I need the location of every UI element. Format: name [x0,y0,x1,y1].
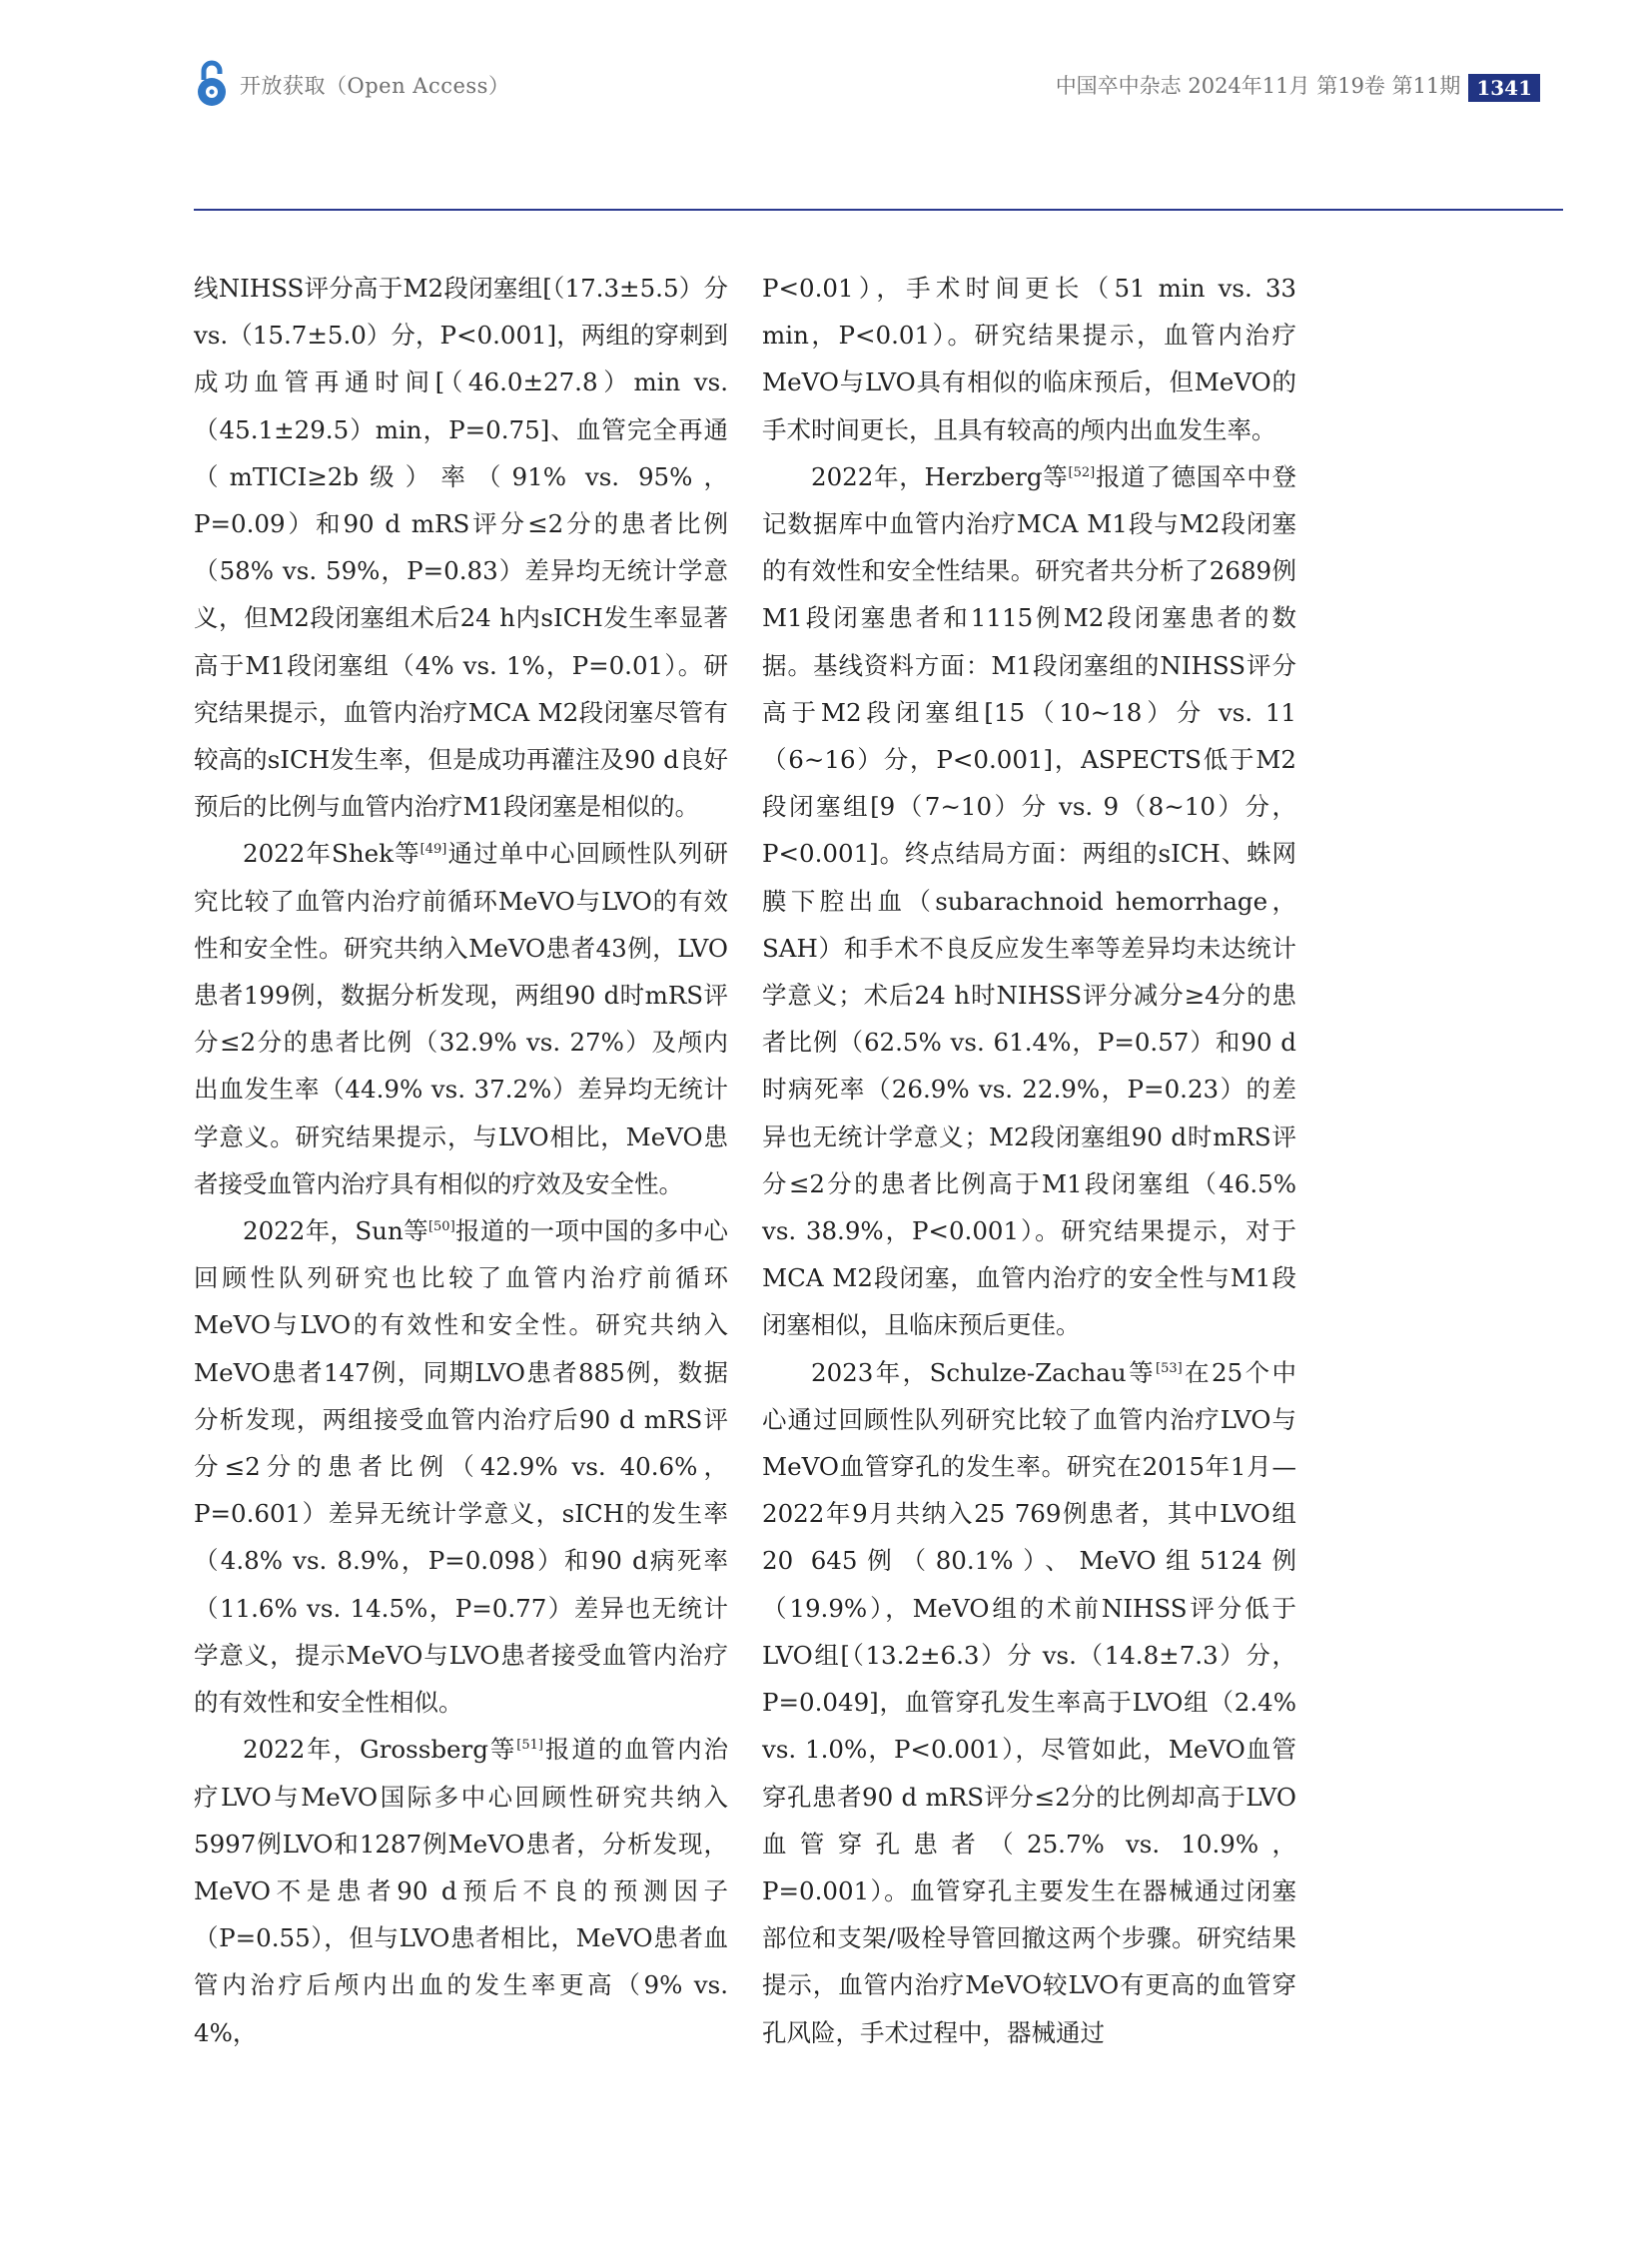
journal-info [1056,70,1540,102]
right-paragraph-2: 2022年，Herzberg等[52]报道了德国卒中登记数据库中血管内治疗MCA M1段与M2段闭塞的有效性和安全性结果。研究者共分析了2689例M1段闭塞患者和1115例M2段闭塞患者的数据。基线资料方面：M1段闭塞组的NIHSS评分高于M2段闭塞组[15（10~18）分 vs. 11（6~16）分，P<0.001]，ASPECTS低于M2段闭塞组[9（7~10）分 vs. 9（8~10）分，P<0.001]。终点结局方面：两组的sICH、蛛网膜下腔出血（subarachnoid hemorrhage，SAH）和手术不良反应发生率等差异均未达统计学意义；术后24 h时NIHSS评分减分≥4分的患者比例（62.5% vs. 61.4%，P=0.57）和90 d时病死率（26.9% vs. 22.9%，P=0.23）的差异也无统计学意义；M2段闭塞组90 d时mRS评分≤2分的患者比例高于M1段闭塞组（46.5% vs. 38.9%，P<0.001）。研究结果提示，对于MCA M2段闭塞，血管内治疗的安全性与M1段闭塞相似，且临床预后更佳。 [762,461,1296,1340]
page-number: 1341 [1468,74,1540,102]
left-paragraph-3: 2022年，Sun等[50]报道的一项中国的多中心回顾性队列研究也比较了血管内治疗前循环MeVO与LVO的有效性和安全性。研究共纳入MeVO患者147例，同期LVO患者885例，数据分析发现，两组接受血管内治疗后90 d mRS评分≤2分的患者比例（42.9% vs. 40.6%，P=0.601）差异无统计学意义，sICH的发生率（4.8% vs. 8.9%，P=0.098）和90 d病死率（11.6% vs. 14.5%，P=0.77）差异也无统计学意义，提示MeVO与LVO患者接受血管内治疗的有效性和安全性相似。 [194,1216,728,1718]
journal-citation: 中国卒中杂志 2024年11月 第19卷 第11期 [1055,74,1461,98]
right-column [762,265,1296,2056]
header-divider [194,209,1563,211]
left-column [194,265,728,2056]
page-header [0,0,1652,215]
left-paragraph-4: 2022年，Grossberg等[51]报道的血管内治疗LVO与MeVO国际多中心回顾性研究共纳入5997例LVO和1287例MeVO患者，分析发现，MeVO不是患者90 d预后不良的预测因子（P=0.55），但与LVO患者相比，MeVO患者血管内治疗后颅内出血的发生率更高（9% vs. 4%， [194,1735,729,2047]
right-paragraph-3: 2023年，Schulze-Zachau等[53]在25个中心通过回顾性队列研究比较了血管内治疗LVO与MeVO血管穿孔的发生率。研究在2015年1月—2022年9月共纳入25 769例患者，其中LVO组20 645例（80.1%）、MeVO组5124例（19.9%），MeVO组的术前NIHSS评分低于LVO组[（13.2±6.3）分 vs.（14.8±7.3）分，P=0.049]，血管穿孔发生率高于LVO组（2.4% vs. 1.0%，P<0.001），尽管如此，MeVO血管穿孔患者90 d mRS评分≤2分的比例却高于LVO血管穿孔患者（25.7% vs. 10.9%，P=0.001）。血管穿孔主要发生在器械通过闭塞部位和支架/吸栓导管回撤这两个步骤。研究结果提示，血管内治疗MeVO较LVO有更高的血管穿孔风险，手术过程中，器械通过 [762,1357,1296,2047]
left-paragraph-1: 线NIHSS评分高于M2段闭塞组[（17.3±5.5）分 vs.（15.7±5.0）分，P<0.001]，两组的穿刺到成功血管再通时间[（46.0±27.8）min vs.（45.1±29.5）min，P=0.75]、血管完全再通（mTICI≥2b级）率（91% vs. 95%，P=0.09）和90 d mRS评分≤2分的患者比例（58% vs. 59%，P=0.83）差异均无统计学意义，但M2段闭塞组术后24 h内sICH发生率显著高于M1段闭塞组（4% vs. 1%，P=0.01）。研究结果提示，血管内治疗MCA M2段闭塞尽管有较高的sICH发生率，但是成功再灌注及90 d良好预后的比例与血管内治疗M1段闭塞是相似的。 [194,274,728,822]
open-access-lock-icon [194,58,230,108]
left-paragraph-2: 2022年Shek等[49]通过单中心回顾性队列研究比较了血管内治疗前循环MeVO与LVO的有效性和安全性。研究共纳入MeVO患者43例，LVO患者199例，数据分析发现，两组90 d时mRS评分≤2分的患者比例（32.9% vs. 27%）及颅内出血发生率（44.9% vs. 37.2%）差异均无统计学意义。研究结果提示，与LVO相比，MeVO患者接受血管内治疗具有相似的疗效及安全性。 [194,839,728,1198]
citation-ref-53: [53] [1156,1360,1183,1376]
open-access-label: 开放获取（Open Access） [240,74,510,98]
right-paragraph-1: P<0.01），手术时间更长（51 min vs. 33 min，P<0.01）。研究结果提示，血管内治疗MeVO与LVO具有相似的临床预后，但MeVO的手术时间更长，且具有较高的颅内出血发生率。 [762,274,1296,444]
citation-ref-50: [50] [427,1218,455,1234]
citation-ref-52: [52] [1068,464,1096,480]
citation-ref-51: [51] [516,1738,543,1754]
citation-ref-49: [49] [419,842,447,858]
